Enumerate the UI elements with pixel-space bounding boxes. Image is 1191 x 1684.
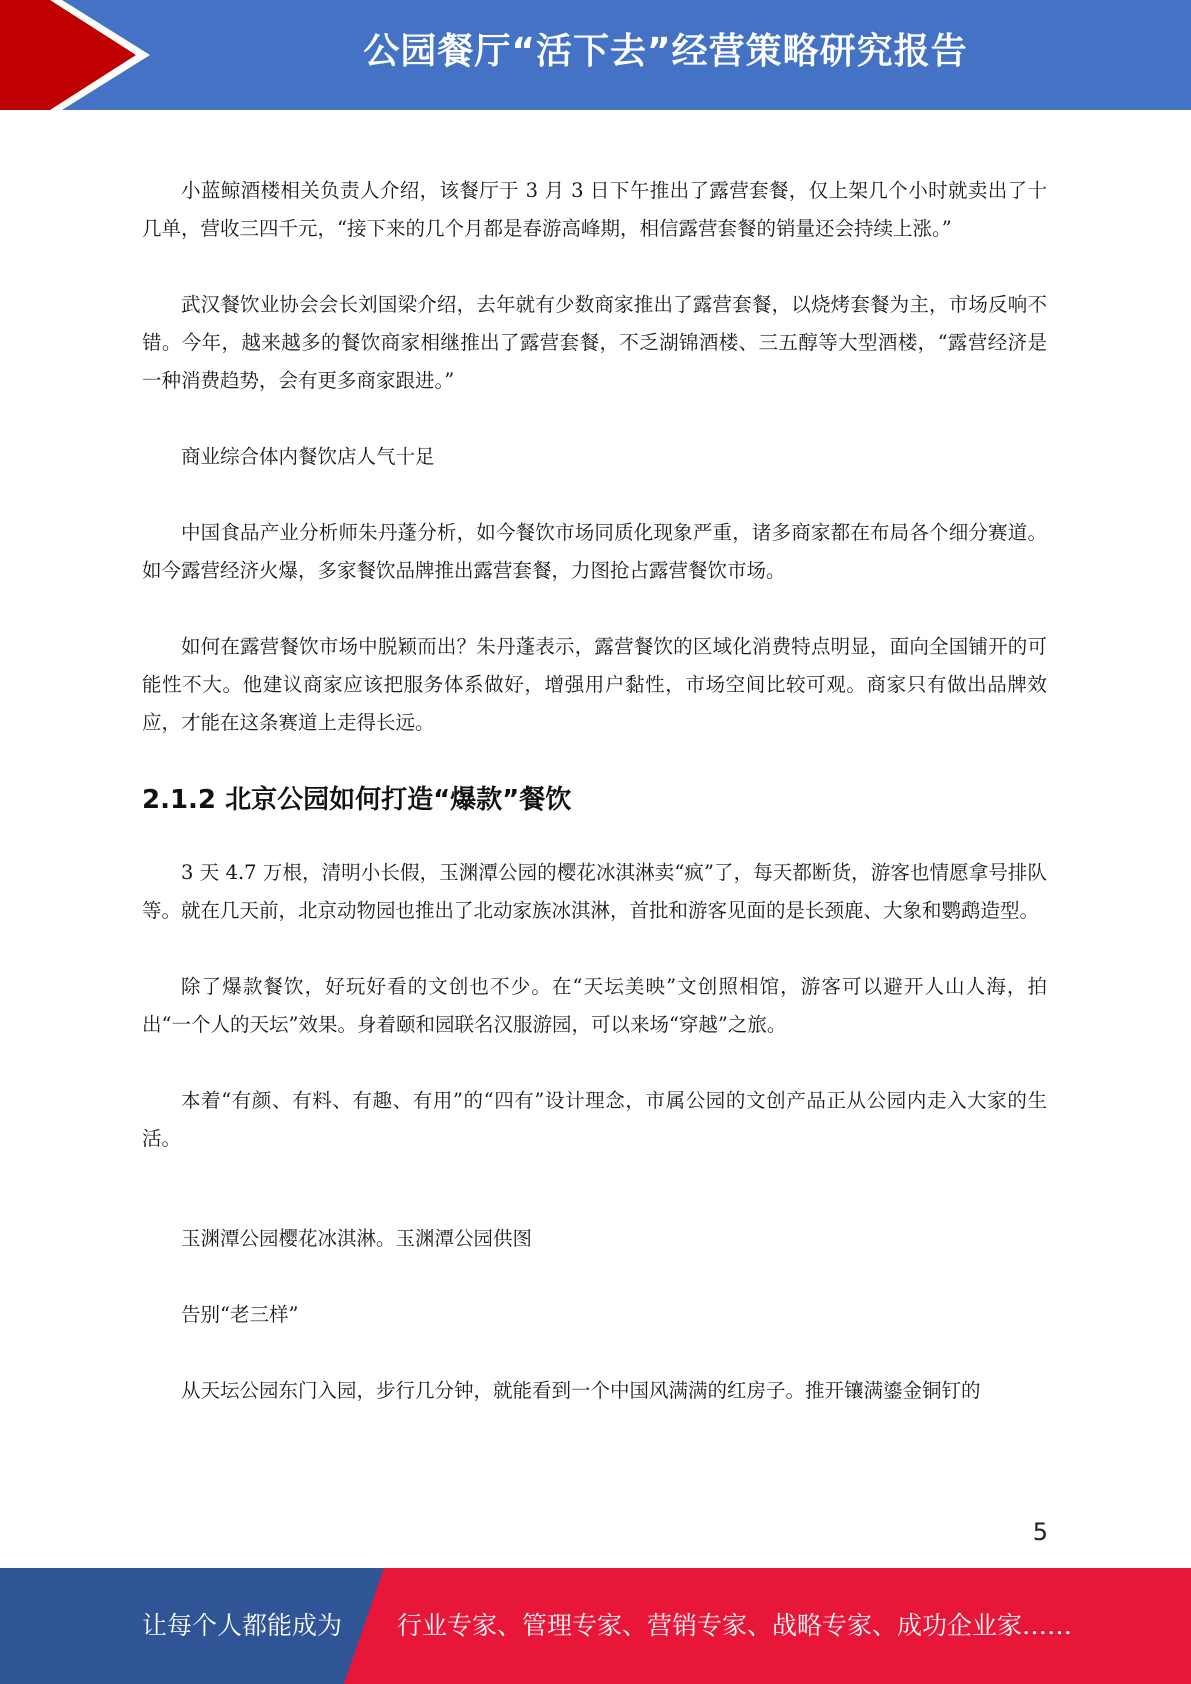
paragraph: 本着“有颜、有料、有趣、有用”的“四有”设计理念，市属公园的文创产品正从公园内走入大家的生活。 [142, 1089, 1047, 1150]
paragraph: 中国食品产业分析师朱丹蓬分析，如今餐饮市场同质化现象严重，诸多商家都在布局各个细分赛道。如今露营经济火爆，多家餐饮品牌推出露营套餐，力图抢占露营餐饮市场。 [142, 521, 1047, 582]
page-footer [0, 1568, 1191, 1684]
paragraph: 从天坛公园东门入园，步行几分钟，就能看到一个中国风满满的红房子。推开镶满鎏金铜钉的 [181, 1379, 981, 1402]
paragraph: 小蓝鲸酒楼相关负责人介绍，该餐厅于 3 月 3 日下午推出了露营套餐，仅上架几个小时就卖出了十几单，营收三四千元，“接下来的几个月都是春游高峰期，相信露营套餐的销量还会持续上涨。” [142, 179, 1047, 240]
page-number: 5 [1032, 1518, 1048, 1546]
image-caption: 玉渊潭公园樱花冰淇淋。玉渊潭公园供图 [181, 1227, 533, 1250]
footer-slogan-right: 行业专家、管理专家、营销专家、战略专家、成功企业家…… [397, 1611, 1073, 1640]
paragraph: 武汉餐饮业协会会长刘国梁介绍，去年就有少数商家推出了露营套餐，以烧烤套餐为主，市场反响不错。今年，越来越多的餐饮商家相继推出了露营套餐，不乏湖锦酒楼、三五醇等大型酒楼，“露营经济是一种消费趋势，会有更多商家跟进。” [142, 293, 1047, 392]
paragraph: 除了爆款餐饮，好玩好看的文创也不少。在“天坛美映”文创照相馆，游客可以避开人山人海，拍出“一个人的天坛”效果。身着颐和园联名汉服游园，可以来场“穿越”之旅。 [142, 975, 1047, 1036]
document-body [142, 172, 1047, 1448]
paragraph: 商业综合体内餐饮店人气十足 [181, 445, 435, 468]
paragraph: 告别“老三样” [181, 1303, 299, 1326]
section-heading: 2.1.2 北京公园如何打造“爆款”餐饮 [142, 785, 572, 815]
paragraph: 3 天 4.7 万根，清明小长假，玉渊潭公园的樱花冰淇淋卖“疯”了，每天都断货，游客也情愿拿号排队等。就在几天前，北京动物园也推出了北动家族冰淇淋，首批和游客见面的是长颈鹿、大象和鹦鹉造型。 [142, 861, 1047, 922]
paragraph: 如何在露营餐饮市场中脱颖而出？朱丹蓬表示，露营餐饮的区域化消费特点明显，面向全国铺开的可能性不大。他建议商家应该把服务体系做好，增强用户黏性，市场空间比较可观。商家只有做出品牌效应，才能在这条赛道上走得长远。 [142, 635, 1047, 734]
footer-slogan-left: 让每个人都能成为 [142, 1611, 343, 1640]
page-header [0, 0, 1191, 110]
header-arrow-decoration [0, 0, 160, 110]
document-title: 公园餐厅“活下去”经营策略研究报告 [363, 31, 968, 72]
